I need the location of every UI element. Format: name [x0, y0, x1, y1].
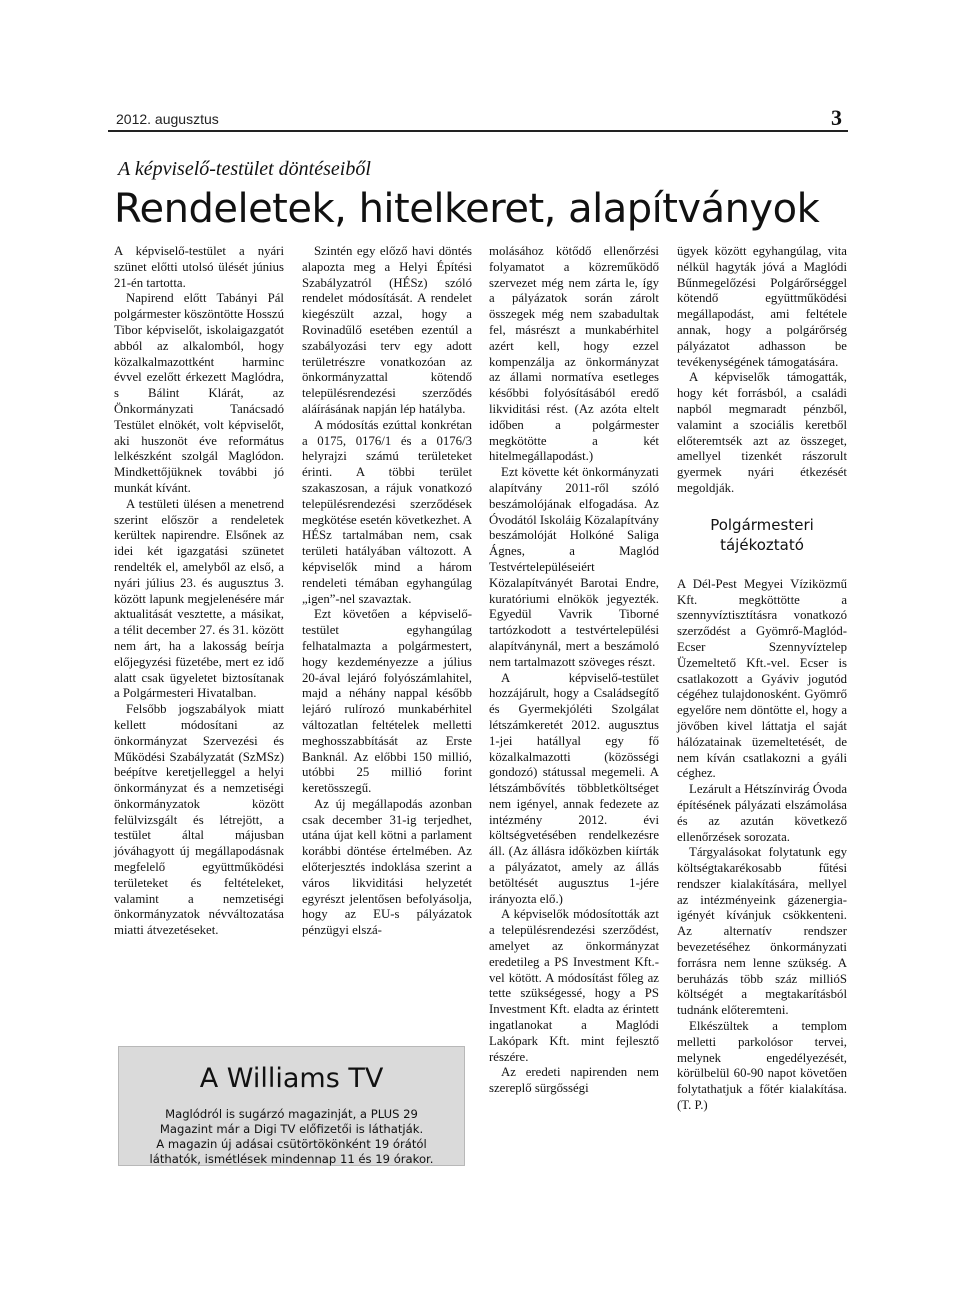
section-title-mayor-info	[677, 515, 847, 555]
article-column-2	[302, 244, 472, 939]
article-column-3	[489, 244, 659, 1097]
paragraph: A képviselők módosították azt a településrendezési szerződést, amelyet az önkormányzat eredetileg a PS Investment Kft.-vel kötött. A módosítást főleg az tette szükségessé, hogy a PS Investment Kft. eladta az érintett ingatlanokat a Maglódi Lakópark Kft. mint fejlesztő részére.	[489, 907, 659, 1064]
article-kicker: A képviselő-testület döntéseiből	[118, 158, 371, 180]
paragraph: Ezt követte két önkormányzati alapítvány 2011-ről szóló beszámolójának elfogadása. Az Óvodától Iskoláig Közalapítvány beszámolóját Holkóné Saliga Ágnes, a Maglód Testvértelepüléseiért Közalapítványét Barotai Endre, kuratóriumi elnökök jegyezték. Egyedül Vavrik Tiborné tartózkodott a testvértelepülési alapítványnál, mert a beszámoló nem tartalmazott szöveges részt.	[489, 465, 659, 669]
paragraph: Ezt követően a képviselő-testület egyhangúlag felhatalmazta a polgármestert, hogy kezdeményezze a július 20-ával lejáró folyószámlahitel, majd a néhány nappal később lejáró rulírozó munkabérhitel változatlan feltételek melletti meghosszabbítását az Erste Banknál. Az előbbi 150 millió, utóbbi 25 millió forint keretösszegű.	[302, 607, 472, 796]
paragraph: molásához kötődő ellenőrzési folyamatot a közreműködő szervezet még nem zárta le, így a pályázatok során zárolt összegek még nem szabadultak fel, másrészt a munkabérhitel azért kell, hogy ezzel kompenzálja az önkormányzat az állami normatíva esetleges későbbi folyósításából eredő likviditási rést. (Az azóta eltelt időben a polgármester megkötötte a két hitelmegállapodást.)	[489, 244, 659, 464]
tv-advert-line: A magazin új adásai csütörtökönként 19 órától	[156, 1137, 427, 1151]
tv-advert-box	[118, 1046, 465, 1166]
page-header	[108, 102, 848, 132]
paragraph: A képviselő-testület a nyári szünet előtti utolsó ülését június 21-én tartotta.	[114, 244, 284, 290]
article-column-4	[677, 244, 847, 1114]
paragraph: Elkészültek a templom melletti parkolósor tervei, melynek engedélyezését, körülbelül 60-90 napot követően folytathatjuk a főtér kialakítása. (T. P.)	[677, 1019, 847, 1113]
paragraph: Szintén egy előző havi döntés alapozta meg a Helyi Építési Szabályzatról (HÉSz) szóló rendelet módosítását. A rendelet kiegészült azzal, hogy a Rovinadűlő esetében ezentúl a szabályozási terv egy adott területrészre vonatkozóan az önkormányzattal kötendő településrendezési szerződés aláírásának napján lép hatályba.	[302, 244, 472, 416]
article-headline: Rendeletek, hitelkeret, alapítványok	[114, 186, 820, 232]
tv-advert-title: A Williams TV	[199, 1063, 384, 1094]
paragraph: Lezárult a Hétszínvirág Óvoda építésének pályázati elszámolása és az azután következő ellenőrzések sorozata.	[677, 782, 847, 844]
tv-advert-line: Magazint már a Digi TV előfizetői is láthatják.	[159, 1122, 424, 1136]
section-title-line: tájékoztató	[720, 535, 804, 554]
paragraph: Az eredeti napirenden nem szereplő sürgősségi	[489, 1065, 659, 1096]
paragraph: A képviselő-testület hozzájárult, hogy a Családsegítő és Gyermekjóléti Szolgálat létszámkeretét 2012. augusztus 1-jei hatállyal egy fő közalkalmazotti (közösségi gondozó) státussal megemeli. A létszámbővítés többletköltséget nem igényel, annak fedezete az intézmény 2012. évi költségvetésében rendelkezésre áll. (Az állásra időközben kiírták a pályázatot, amely az állás betöltését augusztus 1-jére irányozta elő.)	[489, 670, 659, 906]
article-column-1	[114, 244, 284, 939]
tv-advert-line: láthatók, ismétlések mindennap 11 és 19 órakor.	[149, 1152, 434, 1166]
issue-date: 2012. augusztus	[116, 111, 219, 127]
paragraph: Napirend előtt Tabányi Pál polgármester köszöntötte Hosszú Tibor képviselőt, iskolaigazgatót abból az alkalomból, hogy közalkalmazottként harminc évvel ezelőtt érkezett Maglódra, s Bálint Klárát, az Önkormányzati Tanácsadó Testület elnökét, volt képviselőt, aki huszonöt éve református lelkészként szolgál Maglódon. Mindkettőjüknek további jó munkát kívánt.	[114, 291, 284, 495]
paragraph: Az új megállapodás azonban csak december 31-ig terjedhet, utána újat kell kötni a parlament korábbi döntése értelmében. Az előterjesztés indoklása szerint a város likviditási helyzetét egyrészt jelentősen befolyásolja, hogy az EU-s pályázatok pénzügyi elszá-	[302, 796, 472, 938]
paragraph: Felsőbb jogszabályok miatt kellett módosítani az önkormányzat Szervezési és Működési Szabályzatát (SzMSz) beépítve keretjelleggel a helyi önkormányzat és a nemzetiségi önkormányzatok között felülvizsgált és létrejött, a testület által májusban jóváhagyott új megállapodásnak megfelelő együttműködési területeket és feltételeket, valamint a nemzetiségi önkormányzatok névváltozatása miatti átvezetéseket.	[114, 702, 284, 938]
paragraph: A módosítás ezúttal konkrétan a 0175, 0176/1 és a 0176/3 helyrajzi számú területeket érinti. A többi terület szakaszosan, a rájuk vonatkozó településrendezési szerződések megkötése esetén következhet. A HÉSz tartalmában nem, csak területi hatályában változott. A képviselők mind a három rendeleti témában egyhangúlag „igen”-nel szavaztak.	[302, 417, 472, 606]
section-title-line: Polgármesteri	[710, 515, 814, 534]
page-number: 3	[831, 105, 842, 130]
paragraph: A képviselők támogatták, hogy két forrásból, a családi napból megmaradt pénzből, valamint a szociális keretből előteremtsék azt az összeget, amellyel tizenkét rászorult gyermek nyári étkezését megoldják.	[677, 370, 847, 495]
paragraph: Tárgyalásokat folytatunk egy költségtakarékosabb fűtési rendszer kialakítására, mellyel az intézményeink gázenergia-igényét kívánjuk csökkenteni. Az alternatív rendszer bevezetéséhez önkormányzati forrásra nem lenne szükség. A beruházás több száz millióS költségét a megtakarításból tudnánk előteremteni.	[677, 845, 847, 1018]
tv-advert-line: Maglódról is sugárzó magazinját, a PLUS 29	[165, 1107, 418, 1121]
paragraph: ügyek között egyhangúlag, vita nélkül hagyták jóvá a Maglódi Bűnmegelőzési Polgárőrséggel kötendő együttműködési megállapodást, ami feltétele annak, hogy a polgárőrség pályázatot adhasson be tevékenységének támogatására.	[677, 244, 847, 369]
paragraph: A testületi ülésen a menetrend szerint először a rendeletek kerültek napirendre. Elsőnek az idei két igazgatási szünetet rendelték el, amelyből az első, a nyári július 23. és augusztus 3. között lapunk megjelenésére már aktualitását vesztette, a másikat, a télit december 27. és 31. között nem árt, ha a lakosság beírja előjegyzési füzetébe, mert ez idő alatt csak ügyeletet biztosítanak a Polgármesteri Hivatalban.	[114, 496, 284, 701]
paragraph: A Dél-Pest Megyei Víziközmű Kft. megköttötte a szennyvíztisztításra vonatkozó szerződést a Gyömrő-Maglód-Ecser Szennyvíztelep Üzemeltető Kft.-vel. Ecser is csatlakozott a Gyáviv jogutód cégéhez tulajdonosként. Gyömrő egyelőre nem döntötte el, hogy a jövőben kivel láttatja el saját hálózatainak üzemeltetését, de nem kíván csatlakozni a gyáli céghez.	[677, 576, 847, 781]
